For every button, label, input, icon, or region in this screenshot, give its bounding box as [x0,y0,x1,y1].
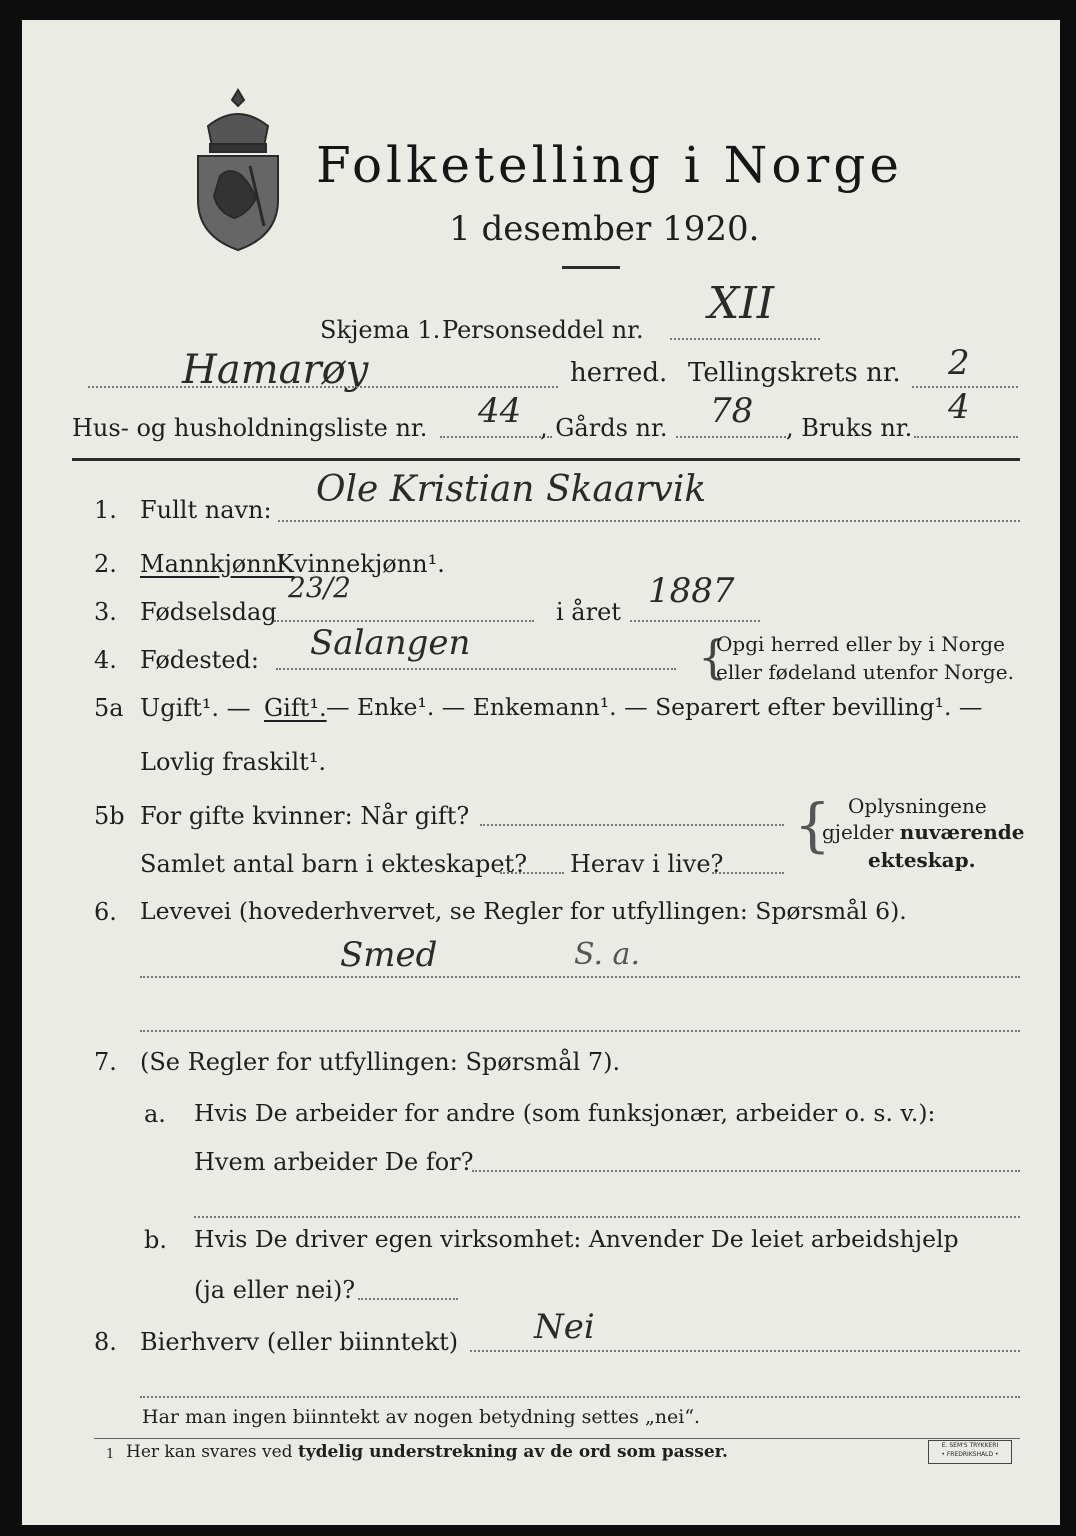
q7-label: (Se Regler for utfyllingen: Spørsmål 7). [140,1048,621,1076]
q1-label: Fullt navn: [140,496,272,524]
q6-line-1 [140,976,1020,978]
q7a-letter: a. [144,1100,166,1128]
q3-day-line [274,620,534,622]
footnote-text [126,1444,728,1461]
q7a-line-1 [472,1170,1020,1172]
q5b-i-live: Herav i live? [570,850,724,878]
printer-line-1: E. SEM'S TRYKKERI [941,1442,999,1449]
q7b-letter: b. [144,1226,167,1254]
q8-value[interactable]: Nei [534,1307,595,1347]
footnote-mark: 1 [106,1447,115,1462]
personseddel-line [670,338,820,340]
q7-number: 7. [94,1048,117,1076]
skjema-label: Skjema 1. [320,316,441,344]
q3-aaret-line [630,620,760,622]
q6-label: Levevei (hovederhvervet, se Regler for utfyllingen: Spørsmål 6). [140,897,907,925]
q4-note-1: Opgi herred eller by i Norge [716,632,1005,656]
q4-number: 4. [94,646,117,674]
q5a-ugift: Ugift¹. — [140,694,251,722]
herred-value[interactable]: Hamarøy [182,347,369,393]
q5a-others: — Enke¹. — Enkemann¹. — Separert efter bevilling¹. — [326,693,983,721]
herred-line [88,386,558,388]
q5b-antal-barn-line [500,872,564,874]
q2-number: 2. [94,550,117,578]
q2-kvinnekjonn: Kvinnekjønn¹. [276,550,445,578]
census-date: 1 desember 1920. [449,209,760,249]
q5b-note-2b: nuværende [899,820,1025,844]
q7b-text: Hvis De driver egen virksomhet: Anvender De leiet arbeidshjelp [194,1225,959,1253]
personseddel-value[interactable]: XII [708,278,775,329]
footnote-text-bold: tydelig understrekning av de ord som passer. [297,1442,728,1462]
coat-of-arms-icon [190,86,286,254]
q8-label: Bierhverv (eller biinntekt) [140,1328,459,1356]
gards-line [676,436,790,438]
footnote-divider [94,1438,1020,1439]
q3-label: Fødselsdag [140,598,277,626]
q7a-line-2 [194,1216,1020,1218]
bruks-label: , Bruks nr. [786,414,913,442]
q5b-naar-gift-line [480,824,784,826]
q3-number: 3. [94,598,117,626]
q5b-note-3: ekteskap. [868,848,976,872]
bruks-line [914,436,1018,438]
gards-value[interactable]: 78 [710,391,754,431]
q5b-note-2a: gjelder [822,820,900,844]
hus-line [440,436,552,438]
census-form [22,20,1060,1525]
q5a-gift: Gift¹. [264,694,327,722]
q5b-bracket: { [794,791,831,859]
q6-mark: S. a. [574,937,640,972]
q6-value[interactable]: Smed [340,935,438,975]
q5b-naar-gift: For gifte kvinner: Når gift? [140,802,470,830]
q5b-number: 5b [94,802,125,830]
q5a-number: 5a [94,694,124,722]
q3-aaret-value[interactable]: 1887 [648,571,735,611]
q3-aaret-label: i året [556,598,621,626]
tellingskrets-value[interactable]: 2 [948,343,970,383]
nei-note: Har man ingen biinntekt av nogen betydning settes „nei“. [142,1406,701,1428]
bruks-value[interactable]: 4 [948,387,970,427]
q4-line [276,668,676,670]
q1-value[interactable]: Ole Kristian Skaarvik [316,469,707,510]
title-divider [562,266,620,269]
q1-number: 1. [94,496,117,524]
q5b-note-1: Oplysningene [848,794,987,818]
herred-label: herred. [570,358,668,388]
q6-line-2 [140,1030,1020,1032]
q7a-text: Hvis De arbeider for andre (som funksjonær, arbeider o. s. v.): [194,1099,936,1127]
hus-value[interactable]: 44 [478,391,522,431]
q7a-text-2: Hvem arbeider De for? [194,1148,474,1176]
q4-label: Fødested: [140,646,259,674]
tellingskrets-label: Tellingskrets nr. [688,358,901,388]
q5a-fraskilt: Lovlig fraskilt¹. [140,748,327,776]
q7b-text-2: (ja eller nei)? [194,1276,356,1304]
q8-number: 8. [94,1328,117,1356]
form-title: Folketelling i Norge [316,136,903,194]
q4-value[interactable]: Salangen [310,623,471,663]
personseddel-label: Personseddel nr. [442,316,644,344]
q5b-antal-barn: Samlet antal barn i ekteskapet? [140,850,528,878]
hus-label: Hus- og husholdningsliste nr. [72,414,428,442]
q7b-line [358,1298,458,1300]
q6-number: 6. [94,898,117,926]
gards-label: , Gårds nr. [540,414,668,442]
footnote-text-pre: Her kan svares ved [126,1442,298,1462]
header-divider [72,458,1020,461]
q8-line-1 [470,1350,1020,1352]
q3-day-value[interactable]: 23/2 [288,571,351,604]
printer-line-2: • FREDRIKSHALD • [941,1451,999,1458]
printer-stamp [928,1440,1012,1464]
q8-line-2 [140,1396,1020,1398]
q4-note-2: eller fødeland utenfor Norge. [716,660,1014,684]
q4-bracket: { [698,630,728,684]
q1-line [278,520,1020,522]
q5b-note-2 [822,822,1025,842]
q2-mannkjonn: Mannkjønn¹. [140,550,295,578]
q5b-i-live-line [712,872,784,874]
